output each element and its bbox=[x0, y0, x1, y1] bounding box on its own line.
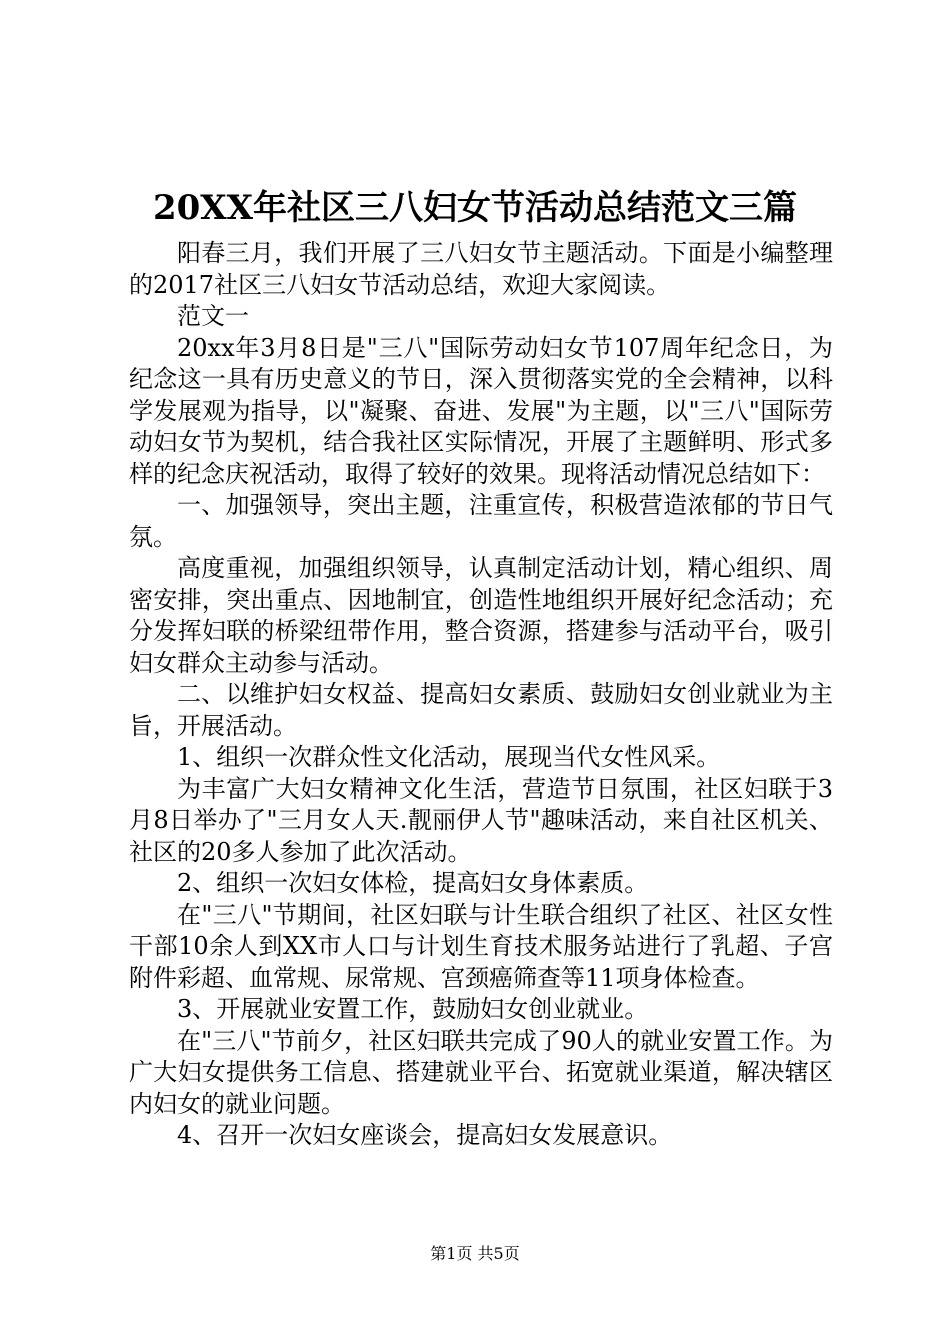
paragraph-overview: 20xx年3月8日是"三八"国际劳动妇女节107周年纪念日，为纪念这一具有历史意义的节日，深入贯彻落实党的全会精神，以科学发展观为指导，以"凝聚、奋进、发展"为主题，以"三八"国际劳动妇女节为契机，结合我社区实际情况，开展了主题鲜明、形式多样的纪念庆祝活动，取得了较好的效果。现将活动情况总结如下： bbox=[129, 333, 833, 488]
paragraph-intro: 阳春三月，我们开展了三八妇女节主题活动。下面是小编整理的2017社区三八妇女节活动总结，欢迎大家阅读。 bbox=[129, 239, 833, 299]
paragraph-item-four-heading: 4、召开一次妇女座谈会，提高妇女发展意识。 bbox=[177, 1121, 673, 1149]
document-body bbox=[129, 238, 833, 1152]
page-footer: 第1页 共5页 bbox=[430, 1244, 520, 1263]
paragraph-section-two-heading: 二、以维护妇女权益、提高妇女素质、鼓励妇女创业就业为主旨，开展活动。 bbox=[129, 680, 833, 740]
paragraph-section-one-heading: 一、加强领导，突出主题，注重宣传，积极营造浓郁的节日气氛。 bbox=[129, 491, 833, 551]
paragraph-item-three-heading: 3、开展就业安置工作，鼓励妇女创业就业。 bbox=[177, 995, 649, 1023]
paragraph-item-two-body: 在"三八"节期间，社区妇联与计生联合组织了社区、社区女性干部10余人到XX市人口与计划生育技术服务站进行了乳超、子宫附件彩超、血常规、尿常规、宫颈癌筛查等11项身体检查。 bbox=[129, 900, 833, 992]
paragraph-item-two-heading: 2、组织一次妇女体检，提高妇女身体素质。 bbox=[177, 869, 649, 897]
paragraph-item-one-body: 为丰富广大妇女精神文化生活，营造节日氛围，社区妇联于3月8日举办了"三月女人天.靓丽伊人节"趣味活动，来自社区机关、社区的20多人参加了此次活动。 bbox=[129, 774, 833, 866]
paragraph-heading-sample-one: 范文一 bbox=[177, 302, 249, 330]
document-title: 20XX年社区三八妇女节活动总结范文三篇 bbox=[152, 188, 798, 228]
paragraph-item-one-heading: 1、组织一次群众性文化活动，展现当代女性风采。 bbox=[177, 743, 721, 771]
paragraph-item-three-body: 在"三八"节前夕，社区妇联共完成了90人的就业安置工作。为广大妇女提供务工信息、搭建就业平台、拓宽就业渠道，解决辖区内妇女的就业问题。 bbox=[129, 1026, 833, 1118]
paragraph-section-one-body: 高度重视，加强组织领导，认真制定活动计划，精心组织、周密安排，突出重点、因地制宜，创造性地组织开展好纪念活动；充分发挥妇联的桥梁纽带作用，整合资源，搭建参与活动平台，吸引妇女群众主动参与活动。 bbox=[129, 554, 833, 677]
